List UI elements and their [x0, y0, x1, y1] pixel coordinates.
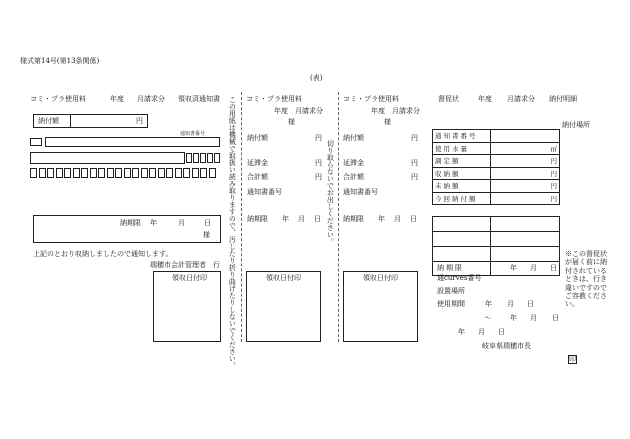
- late-notice-line: い。: [565, 300, 579, 309]
- detail-row-unit: 円: [491, 167, 560, 180]
- ocr-digit-cell: [183, 168, 190, 178]
- mid-total-label: 合計額: [247, 173, 268, 181]
- ocr-digit-cell: [175, 168, 182, 178]
- late-notice-line: ご容赦くださ: [565, 291, 607, 300]
- detail-row-label: 収納額: [433, 167, 491, 180]
- third-deadline-day: 日: [410, 215, 417, 223]
- third-month-bill: 月請求分: [392, 107, 420, 115]
- left-notice-number-label: 通知書番号: [180, 131, 206, 137]
- detail-row-label: 使用水量: [433, 142, 491, 155]
- ocr-digit-cell: [107, 168, 114, 178]
- mid-deadline-day: 日: [314, 215, 321, 223]
- ocr-digit-cell: [39, 168, 46, 178]
- third-late-fee-label: 延滞金: [343, 159, 364, 167]
- late-notice-line: 付されている: [565, 266, 607, 275]
- ocr-digit-cell: [98, 168, 105, 178]
- detail-row-label: 未納額: [433, 180, 491, 193]
- left-stamp-label: 領収日付印: [172, 274, 207, 282]
- third-title: コミ・プラ使用料: [343, 95, 399, 103]
- ocr-digit-cell: [115, 168, 122, 178]
- left-deadline-month: 月: [178, 219, 185, 227]
- usage-start-year: 年: [485, 300, 492, 308]
- detail-row: [433, 142, 560, 155]
- left-treasurer: 瑞穂市会計管理者 行: [150, 261, 220, 269]
- third-sama: 様: [384, 118, 391, 126]
- ocr-digit-cell: [166, 168, 173, 178]
- cut-line-2: [338, 92, 339, 342]
- ocr-digit-cell: [141, 168, 148, 178]
- seal-label: 印: [569, 355, 576, 363]
- usage-period-label: 使用期間: [437, 300, 465, 308]
- right-payment-place: 納付場所: [562, 121, 590, 129]
- detail-row-unit: 円: [491, 192, 560, 205]
- ocr-mark-box: [30, 138, 42, 146]
- mid-late-fee-label: 延滞金: [247, 159, 268, 167]
- ocr-digit-cell: [207, 153, 213, 163]
- ocr-digit-cell: [209, 168, 216, 178]
- mid-sama: 様: [288, 118, 295, 126]
- ocr-digit-cell: [124, 168, 131, 178]
- ocr-digit-cell: [200, 168, 207, 178]
- late-notice-line: が届く前に納: [565, 258, 607, 267]
- vertical-cut-notice: 切り取らないでお出しください。: [326, 140, 335, 245]
- third-total-yen: 円: [411, 173, 418, 181]
- ocr-digit-cell: [132, 168, 139, 178]
- ocr-digit-cell: [192, 168, 199, 178]
- setting-place-label: 設置場所: [437, 287, 465, 295]
- third-deadline-year: 年: [378, 215, 385, 223]
- cut-line-1: [241, 92, 242, 342]
- issue-month: 月: [478, 328, 485, 336]
- mid-title: コミ・プラ使用料: [246, 95, 302, 103]
- left-year: 年度: [110, 95, 124, 103]
- issue-year: 年: [458, 328, 465, 336]
- left-received-text: 上記のとおり収納しましたので通知します。: [33, 250, 173, 258]
- third-year: 年度: [371, 107, 385, 115]
- omote-label: (表): [310, 74, 323, 82]
- left-amount-yen: 円: [136, 117, 143, 125]
- form-number: 様式第14号(第13条関係): [20, 57, 100, 65]
- mid-stamp-label: 領収日付印: [266, 274, 301, 282]
- detail-row: [433, 130, 560, 143]
- right-deadline-day: 日: [550, 264, 557, 272]
- late-notice: [565, 250, 607, 309]
- left-sama: 様: [203, 231, 210, 239]
- ocr-digit-cell: [56, 168, 63, 178]
- usage-end-day: 日: [552, 314, 559, 322]
- third-total-label: 合計額: [343, 173, 364, 181]
- usage-start-month: 月: [507, 300, 514, 308]
- city-mayor: 岐阜県瑞穂市長: [482, 342, 531, 350]
- detail-row-unit: 円: [491, 180, 560, 193]
- mid-late-fee-yen: 円: [315, 159, 322, 167]
- usage-end-month: 月: [530, 314, 537, 322]
- right-title: 督促状: [438, 95, 459, 103]
- ocr-digit-cell: [81, 168, 88, 178]
- detail-row-unit: 円: [491, 155, 560, 168]
- right-year: 年度: [478, 95, 492, 103]
- issue-day: 日: [498, 328, 505, 336]
- detail-row: [433, 180, 560, 193]
- ocr-digit-cell: [193, 153, 199, 163]
- late-notice-line: ※この督促状: [565, 250, 607, 258]
- left-deadline-day: 日: [204, 219, 211, 227]
- mid-amount-yen: 円: [315, 134, 322, 142]
- left-deadline-year: 年: [150, 219, 157, 227]
- right-deadline-year: 年: [510, 264, 517, 272]
- right-deadline-month: 月: [530, 264, 537, 272]
- ocr-digit-cell: [200, 153, 206, 163]
- third-amount-yen: 円: [411, 134, 418, 142]
- left-receipt-notice: 領収済通知書: [178, 95, 220, 103]
- third-late-fee-yen: 円: [411, 159, 418, 167]
- usage-tilde: 〜: [484, 314, 491, 322]
- ocr-digit-cell: [47, 168, 54, 178]
- notice-number-box: [45, 137, 220, 147]
- usage-end-year: 年: [510, 314, 517, 322]
- third-deadline-label: 納期限: [343, 215, 364, 223]
- route-number-label: 通curves番号: [437, 274, 482, 282]
- late-notice-line: ときは、行き: [565, 275, 607, 284]
- ocr-digit-cell: [158, 168, 165, 178]
- third-stamp-label: 領収日付印: [363, 274, 398, 282]
- vertical-machine-notice: この用紙は機械で取扱い読み取りますので、汚したり折り曲げたりしないでください。: [228, 96, 237, 369]
- left-amount-label: 納付額: [38, 117, 59, 125]
- third-deadline-month: 月: [394, 215, 401, 223]
- third-amount-label: 納付額: [343, 134, 364, 142]
- detail-row-unit: ㎥: [491, 142, 560, 155]
- detail-row: [433, 192, 560, 205]
- mid-year: 年度: [274, 107, 288, 115]
- detail-row-unit: [491, 130, 560, 143]
- detail-row: [433, 155, 560, 168]
- left-title: コミ・プラ使用料: [30, 95, 86, 103]
- mid-deadline-label: 納期限: [247, 215, 268, 223]
- late-notice-line: 違いですので: [565, 283, 607, 292]
- ocr-digit-cell: [64, 168, 71, 178]
- usage-start-day: 日: [527, 300, 534, 308]
- ocr-digit-cell: [149, 168, 156, 178]
- ocr-digit-cell: [186, 153, 192, 163]
- ocr-digit-cell: [214, 153, 220, 163]
- mid-total-yen: 円: [315, 173, 322, 181]
- third-notice-number-label: 通知書番号: [343, 188, 378, 196]
- detail-row-label: 調定額: [433, 155, 491, 168]
- right-detail: 納付明細: [549, 95, 577, 103]
- mid-month-bill: 月請求分: [295, 107, 323, 115]
- ocr-digit-cell: [90, 168, 97, 178]
- mid-amount-label: 納付額: [247, 134, 268, 142]
- left-deadline-label: 納期限: [120, 219, 141, 227]
- detail-row-label: 今回納付額: [433, 192, 491, 205]
- mid-deadline-month: 月: [298, 215, 305, 223]
- left-month-bill: 月請求分: [137, 95, 165, 103]
- detail-row: [433, 167, 560, 180]
- detail-table: [432, 129, 560, 205]
- mid-deadline-year: 年: [282, 215, 289, 223]
- ocr-band-box: [30, 152, 185, 164]
- right-month-bill: 月請求分: [507, 95, 535, 103]
- detail-row-label: 通知書番号: [433, 130, 491, 143]
- ocr-digit-cell: [73, 168, 80, 178]
- right-deadline-label: 納期限: [437, 264, 464, 272]
- mid-notice-number-label: 通知書番号: [247, 188, 282, 196]
- ocr-digit-cell: [30, 168, 37, 178]
